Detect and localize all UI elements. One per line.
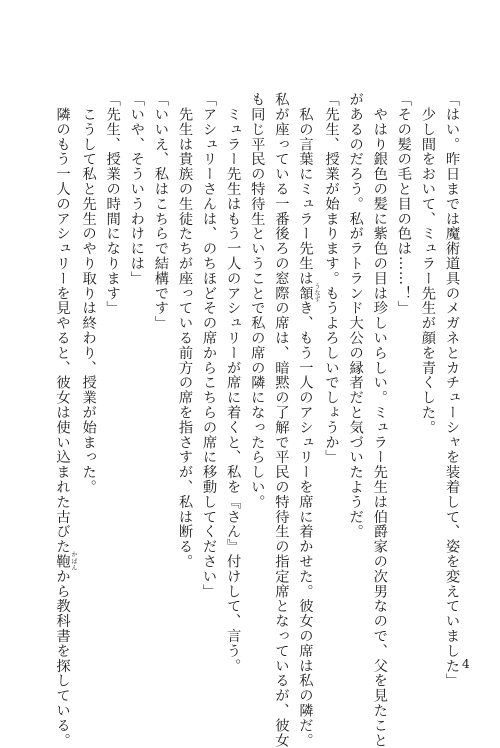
ruby-reading: うなず	[312, 283, 320, 304]
ruby-annotation: 鞄 かばん	[54, 551, 77, 572]
text-segment	[54, 92, 77, 748]
ruby-reading: かばん	[70, 551, 77, 572]
text-segment	[297, 92, 320, 748]
text-line: 「いや、そういうわけには」	[128, 92, 145, 286]
text-segment: 私の言葉にミュラー先生は	[297, 92, 314, 286]
text-line: 「はい。昨日までは魔術道具のメガネとカチューシャを装着して、姿を変えていました」	[444, 92, 460, 688]
text-line: 先生は貴族の生徒たちが座っている前方の席を指さすが、私は断る。	[176, 92, 193, 569]
text-line: 私が座っている一番後ろの窓際の席は、暗黙の了解で平民の特待生の指定席となっているが、彼女	[273, 92, 290, 748]
text-line: 少し間をおいて、ミュラー先生が顔を青くした。	[419, 92, 436, 435]
text-line: も同じ平民の特待生ということで私の席の隣になったらしい。	[249, 92, 266, 510]
text-line: やはり銀色の髪に紫色の目は珍しいらしい。ミュラー先生は伯爵家の次男なので、父を見たこと	[371, 92, 388, 748]
text-line-with-ruby	[50, 92, 77, 748]
text-segment: 隣のもう一人のアシュリーを見やると、彼女は使い込まれた古びた	[54, 92, 71, 554]
text-line: こうして私と先生のやり取りは終わり、授業が始まった。	[80, 92, 97, 495]
ruby-annotation: 頷 うなず	[297, 283, 320, 304]
text-line: があるのだろう。私がラトランド大公の縁者だと気づいたようだ。	[347, 92, 364, 539]
text-line: 「先生、授業が始まります。もうよろしいでしょうか」	[323, 92, 340, 465]
text-line: 「アシュリーさんは、のちほどその席からこちらの席に移動してください」	[201, 92, 218, 599]
text-line: ミュラー先生はもう一人のアシュリーが席に着くと、私を『さん』付けして、言う。	[225, 92, 242, 674]
page-number: 4	[462, 657, 470, 671]
text-line: 「その髪の毛と目の色は……！」	[395, 92, 412, 316]
text-line-with-ruby	[293, 92, 320, 748]
text-line: 「先生、授業の時間になります」	[104, 92, 121, 316]
vertical-text-block	[34, 92, 464, 748]
text-segment: き、もう一人のアシュリーを席に着かせた。彼女の席は私の隣だ。	[297, 300, 314, 748]
text-line: 「いいえ、私はこちらで結構です」	[152, 92, 169, 331]
text-segment: から教科書を探している。	[54, 568, 71, 748]
